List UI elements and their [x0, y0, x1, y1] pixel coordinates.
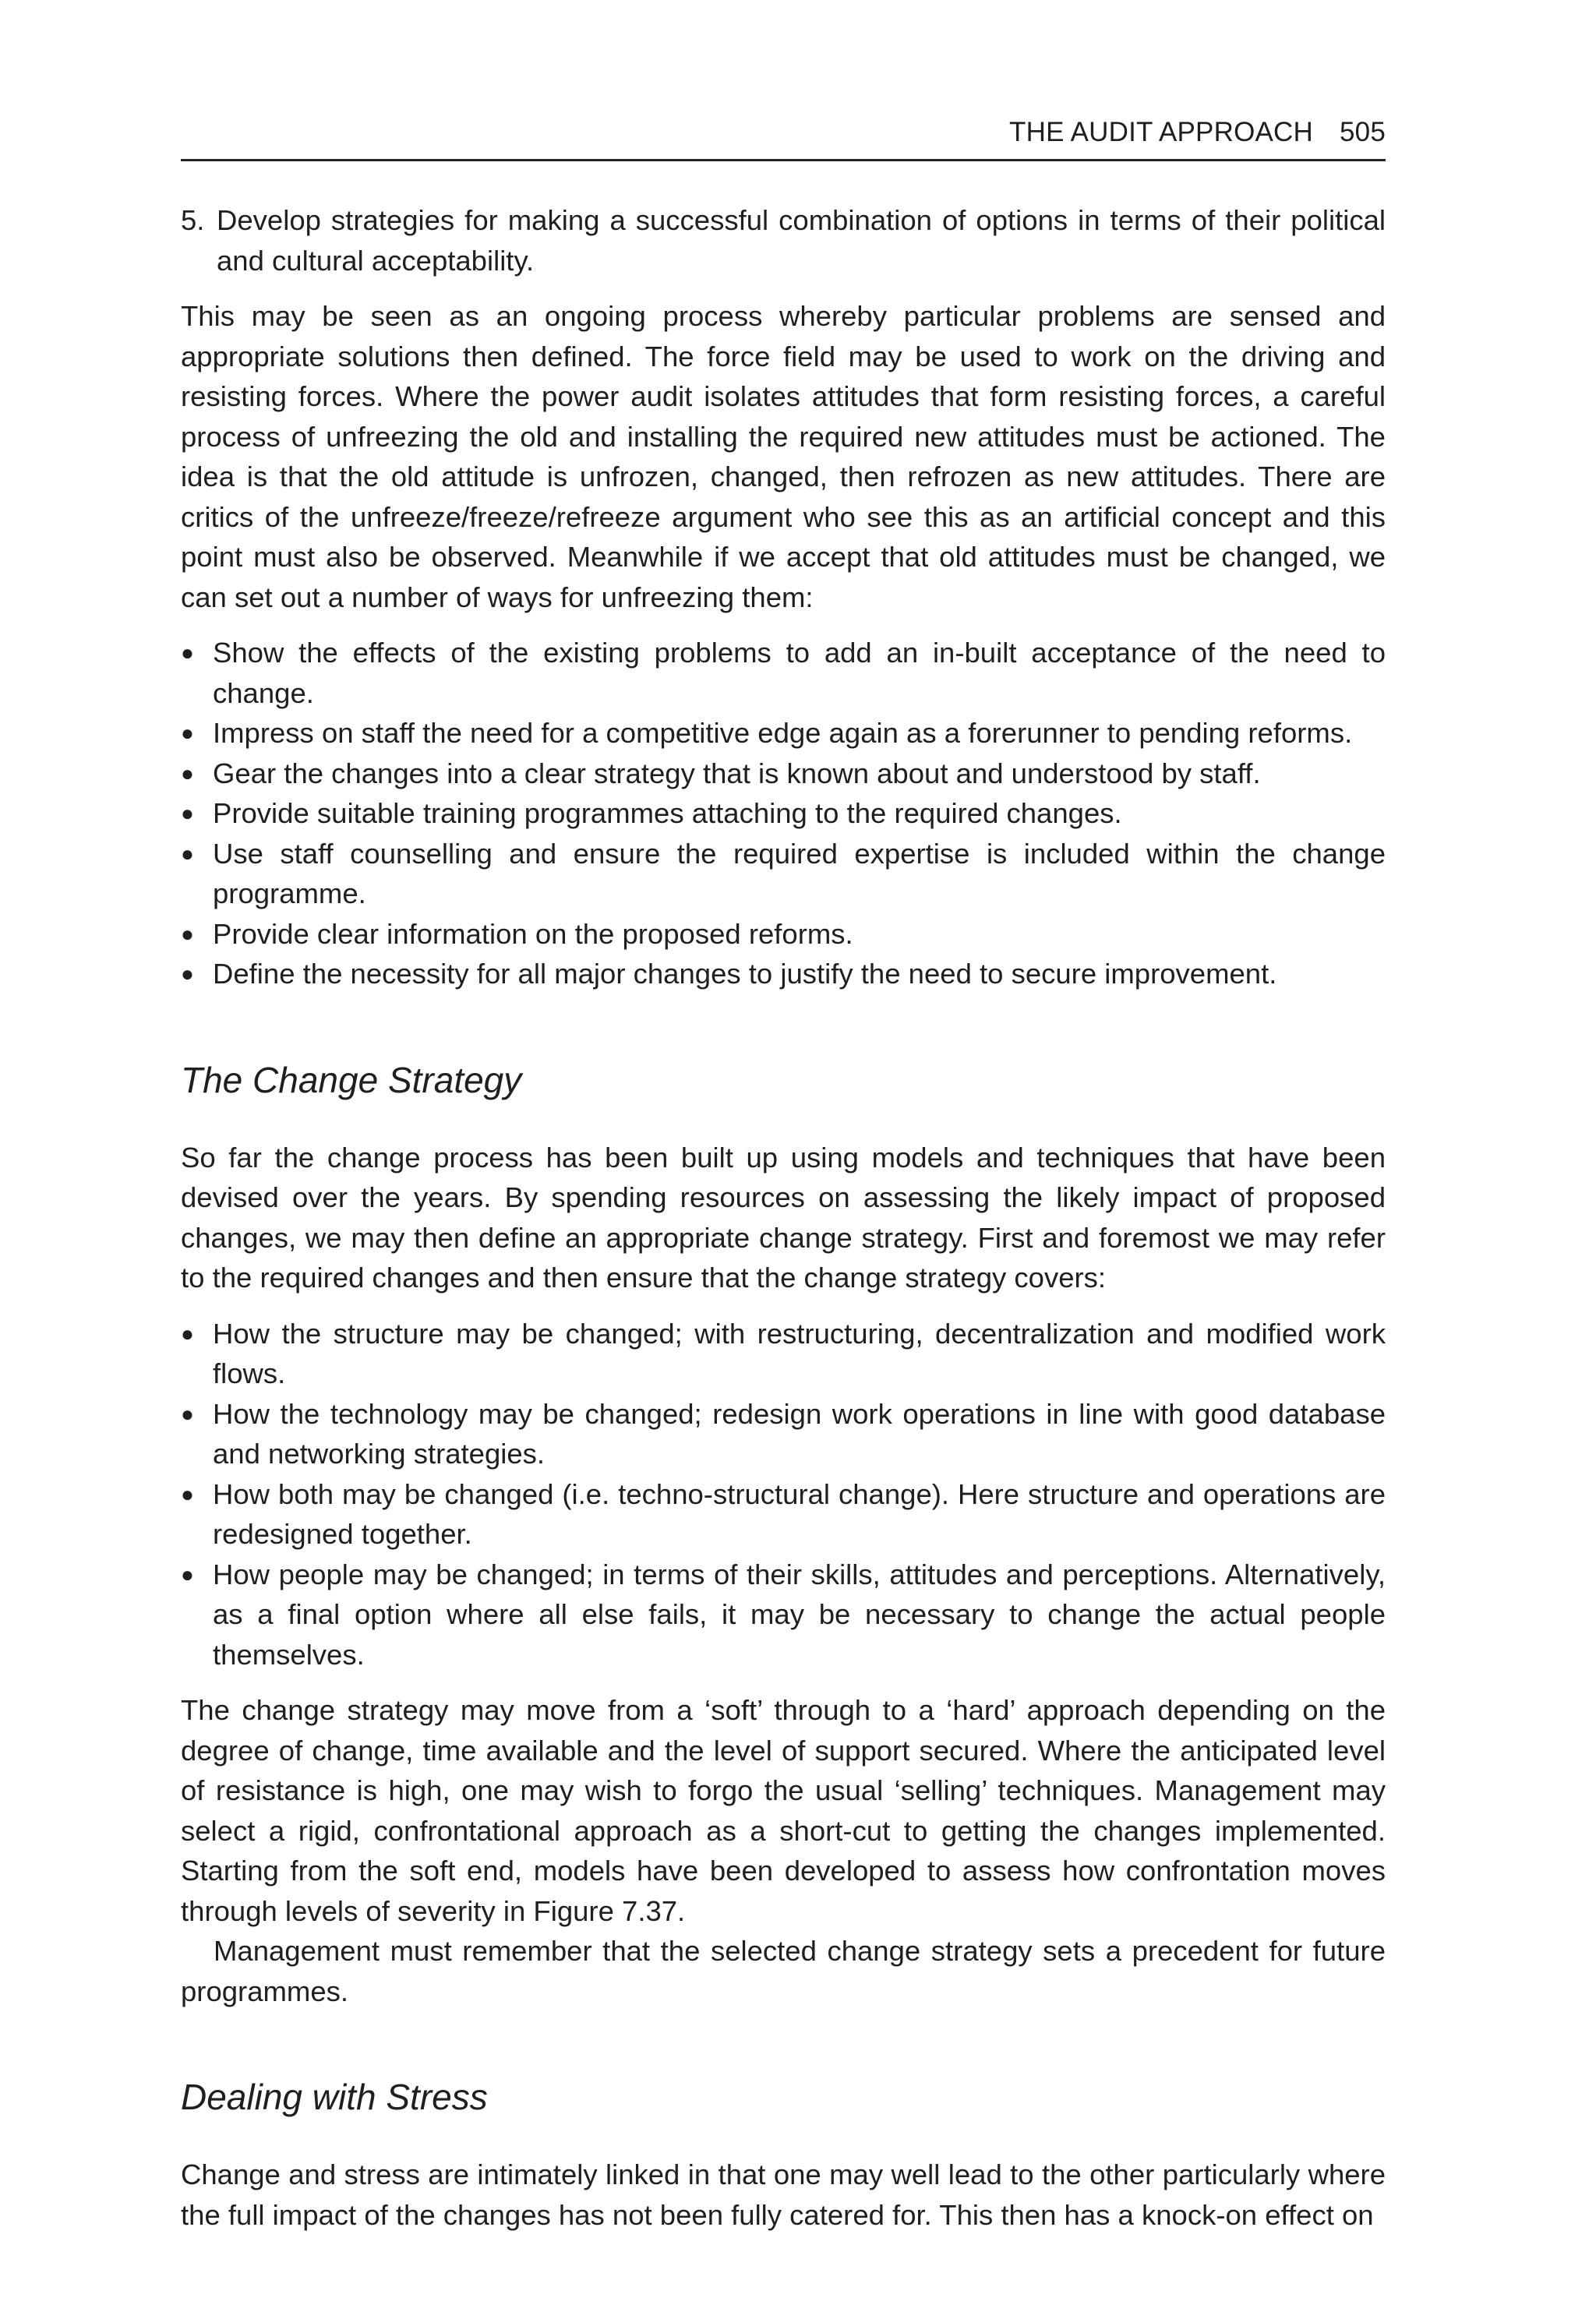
- list-item-text: Gear the changes into a clear strategy that is known about and understood by staff.: [213, 757, 1261, 789]
- running-title: THE AUDIT APPROACH: [1009, 117, 1313, 147]
- list-item-text: How the structure may be changed; with restructuring, decentralization and modified work flows.: [213, 1317, 1386, 1389]
- item-text: Develop strategies for making a successful combination of options in terms of their political and cultural acceptability.: [217, 204, 1386, 277]
- list-item: [181, 1314, 1386, 1394]
- unfreezing-bullet-list: [181, 633, 1386, 994]
- page-number: 505: [1340, 117, 1386, 147]
- bullet-icon: ●: [181, 1562, 194, 1587]
- list-item: [181, 754, 1386, 794]
- list-item: [181, 793, 1386, 834]
- list-item: [181, 834, 1386, 914]
- bullet-icon: ●: [181, 962, 194, 986]
- list-item-text: How both may be changed (i.e. techno-structural change). Here structure and operations are redesigned together.: [213, 1477, 1386, 1550]
- bullet-icon: ●: [181, 1481, 194, 1506]
- paragraph-stress-intro: Change and stress are intimately linked in that one may well lead to the other particularly where the full impact of the changes has not been fully catered for. This then has a knock-on effect on: [181, 2158, 1386, 2231]
- paragraph-soft-hard-approach: The change strategy may move from a ‘soft’ through to a ‘hard’ approach depending on the degree of change, time available and the level of support secured. Where the anticipated level of resistance is high, one may wish to forgo the usual ‘selling’ techniques. Management may select a rigid, confrontational approach as a short-cut to getting the changes implemented. Starting from the soft end, models have been developed to assess how confrontation moves through levels of severity in Figure 7.37.: [181, 1694, 1386, 1927]
- list-item-text: Provide suitable training programmes attaching to the required changes.: [213, 797, 1122, 829]
- list-item: [181, 1474, 1386, 1555]
- list-item: [181, 1555, 1386, 1675]
- list-item: [181, 914, 1386, 955]
- list-item: [181, 633, 1386, 713]
- list-item-text: Show the effects of the existing problems to add an in-built acceptance of the need to change.: [213, 637, 1386, 709]
- item-number: 5.: [181, 204, 205, 236]
- paragraph-precedent: Management must remember that the selected change strategy sets a precedent for future programmes.: [181, 1935, 1386, 2007]
- bullet-icon: ●: [181, 1321, 194, 1346]
- bullet-icon: ●: [181, 801, 194, 825]
- paragraph-unfreezing: This may be seen as an ongoing process whereby particular problems are sensed and appropriate solutions then defined. The force field may be used to work on the driving and resisting forces. Where the power audit isolates attitudes that form resisting forces, a careful process of unfreezing the old and installing the required new attitudes must be actioned. The idea is that the old attitude is unfrozen, changed, then refrozen as new attitudes. There are critics of the unfreeze/freeze/refreeze argument who see this as an artificial concept and this point must also be observed. Meanwhile if we accept that old attitudes must be changed, we can set out a number of ways for unfreezing them:: [181, 300, 1386, 613]
- list-item-text: How the technology may be changed; redesign work operations in line with good database and networking strategies.: [213, 1397, 1386, 1470]
- list-item-text: Impress on staff the need for a competitive edge again as a forerunner to pending reforms.: [213, 717, 1353, 749]
- page: [181, 117, 1386, 2250]
- list-item: [181, 954, 1386, 994]
- paragraph-change-strategy-intro: So far the change process has been built up using models and techniques that have been devised over the years. By spending resources on assessing the likely impact of proposed changes, we may then define an appropriate change strategy. First and foremost we may refer to the required changes and then ensure that the change strategy covers:: [181, 1141, 1386, 1294]
- section-heading-change-strategy: The Change Strategy: [181, 1059, 522, 1100]
- list-item: [181, 713, 1386, 754]
- bullet-icon: ●: [181, 641, 194, 665]
- list-item-text: Define the necessity for all major changes to justify the need to secure improvement.: [213, 958, 1277, 990]
- list-item-text: Use staff counselling and ensure the required expertise is included within the change programme.: [213, 837, 1386, 909]
- bullet-icon: ●: [181, 721, 194, 745]
- bullet-icon: ●: [181, 841, 194, 866]
- section-heading-dealing-with-stress: Dealing with Stress: [181, 2077, 488, 2117]
- running-head: [181, 117, 1386, 161]
- numbered-item-5: [181, 200, 1386, 281]
- list-item-text: How people may be changed; in terms of their skills, attitudes and perceptions. Alternatively, as a final option where all else fails, it may be necessary to change the actual people themselves.: [213, 1558, 1386, 1671]
- page-content: [181, 200, 1386, 2235]
- change-strategy-bullet-list: [181, 1314, 1386, 1675]
- list-item-text: Provide clear information on the proposed reforms.: [213, 917, 853, 950]
- bullet-icon: ●: [181, 761, 194, 785]
- bullet-icon: ●: [181, 1401, 194, 1426]
- list-item: [181, 1394, 1386, 1474]
- bullet-icon: ●: [181, 921, 194, 946]
